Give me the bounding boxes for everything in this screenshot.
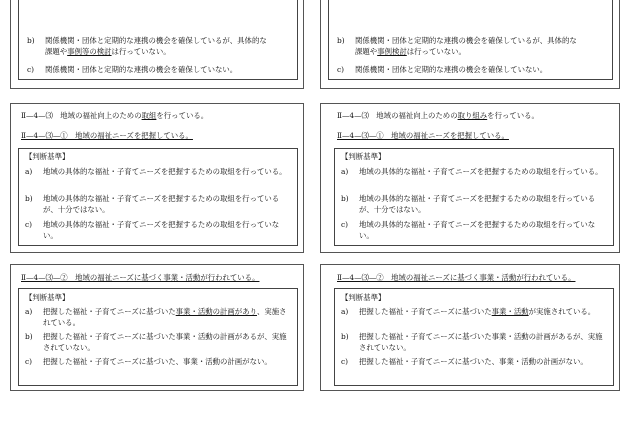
- item-text-line1: 関係機関・団体と定期的な連携の機会を確保しているが、具体的な: [45, 36, 267, 45]
- right-top-item-c: [337, 65, 607, 76]
- criteria-item-a: [25, 307, 293, 329]
- right-top-section: [320, 0, 620, 89]
- criteria-item-c: [25, 220, 293, 242]
- item-text: 地域の具体的な福祉・子育てニーズを把握するための取組を行っていない。: [359, 220, 596, 240]
- item-mark: b): [27, 36, 35, 45]
- left-mid-section: [10, 103, 304, 253]
- item-text-pre: 課題や: [355, 46, 378, 56]
- item-text-post: は行っていない。: [406, 46, 466, 56]
- item-text: 把握した福祉・子育てニーズに基づいた、事業・活動の計画がない。: [359, 357, 588, 366]
- item-mark: b): [337, 36, 345, 45]
- criteria-title: 【判断基準】: [341, 293, 386, 302]
- item-text-underlined: 事業・活動: [491, 307, 529, 316]
- criteria-box: [334, 288, 614, 386]
- section-heading: Ⅱ—4—⑶ 地域の福祉向上のための取組を行っている。: [21, 111, 209, 120]
- item-text-post: が実施されている。: [528, 307, 596, 316]
- item-text: 関係機関・団体と定期的な連携の機会を確保していない。: [45, 65, 238, 74]
- sub-heading: Ⅱ—4—⑶—① 地域の福祉ニーズを把握している。: [21, 131, 193, 140]
- item-text: 関係機関・団体と定期的な連携の機会を確保していない。: [355, 65, 548, 74]
- criteria-item-a: [341, 307, 609, 329]
- right-top-item-b: [337, 36, 607, 58]
- item-text: 地域の具体的な福祉・子育てニーズを把握するための取組を行っている。: [43, 167, 287, 176]
- right-bot-section: [320, 264, 620, 391]
- item-text: 把握した福祉・子育てニーズに基づいた事業・活動の計画があるが、実施されていない。: [43, 332, 287, 352]
- criteria-title: 【判断基準】: [25, 293, 70, 302]
- section-heading: Ⅱ—4—⑶—② 地域の福祉ニーズに基づく事業・活動が行われている。: [337, 273, 576, 282]
- item-mark: c): [25, 357, 33, 366]
- criteria-item-b: [25, 194, 293, 216]
- item-text: 把握した福祉・子育てニーズに基づいた、事業・活動の計画がない。: [43, 357, 272, 366]
- item-mark: c): [341, 220, 349, 229]
- item-mark: a): [341, 307, 349, 316]
- criteria-item-c: [25, 357, 293, 379]
- item-mark: b): [341, 332, 349, 341]
- item-text-post: 、実施されている。: [43, 307, 287, 327]
- criteria-item-a: [341, 167, 609, 189]
- left-bot-section: [10, 264, 304, 391]
- item-text: 地域の具体的な福祉・子育てニーズを把握するための取組を行っている。: [359, 167, 603, 176]
- item-mark: c): [25, 220, 33, 229]
- section-heading: Ⅱ—4—⑶ 地域の福祉向上のための取り組みを行っている。: [337, 111, 539, 120]
- item-mark: a): [341, 167, 349, 176]
- item-mark: a): [25, 307, 33, 316]
- criteria-item-b: [341, 194, 609, 216]
- item-mark: b): [25, 194, 33, 203]
- item-text: 地域の具体的な福祉・子育てニーズを把握するための取組を行っているが、十分ではない。: [359, 194, 596, 214]
- left-top-item-b: [27, 36, 289, 58]
- right-mid-section: [320, 103, 620, 253]
- item-text-pre: 把握した福祉・子育てニーズに基づいた: [43, 307, 176, 316]
- item-text: 地域の具体的な福祉・子育てニーズを把握するための取組を行っているが、十分ではない。: [43, 194, 280, 214]
- right-column: [315, 0, 630, 441]
- item-mark: c): [27, 65, 35, 74]
- item-text: 把握した福祉・子育てニーズに基づいた事業・活動の計画があるが、実施されていない。: [359, 332, 603, 352]
- item-text-underlined: 事業・活動の計画があり: [175, 307, 257, 316]
- item-text-underlined: 事例検討: [377, 46, 407, 56]
- item-text-underlined: 事例等の検討: [67, 46, 112, 56]
- criteria-box: [18, 288, 298, 386]
- item-text-line1: 関係機関・団体と定期的な連携の機会を確保しているが、具体的な: [355, 36, 577, 45]
- criteria-title: 【判断基準】: [25, 152, 70, 161]
- item-mark: b): [25, 332, 33, 341]
- item-text-post: は行っていない。: [111, 46, 171, 56]
- item-mark: a): [25, 167, 33, 176]
- criteria-item-c: [341, 220, 609, 242]
- section-heading: Ⅱ—4—⑶—② 地域の福祉ニーズに基づく事業・活動が行われている。: [21, 273, 260, 282]
- criteria-item-b: [25, 332, 293, 354]
- criteria-item-c: [341, 357, 609, 379]
- criteria-box: [334, 148, 614, 246]
- item-mark: b): [341, 194, 349, 203]
- sub-heading: Ⅱ—4—⑶—① 地域の福祉ニーズを把握している。: [337, 131, 509, 140]
- item-mark: c): [337, 65, 345, 74]
- criteria-box: [18, 148, 298, 246]
- left-top-section: [10, 0, 304, 89]
- right-top-criteria-box: [328, 0, 613, 80]
- item-mark: c): [341, 357, 349, 366]
- criteria-title: 【判断基準】: [341, 152, 386, 161]
- item-text-pre: 課題や: [45, 46, 68, 56]
- left-top-item-c: [27, 65, 289, 76]
- left-top-criteria-box: [18, 0, 298, 80]
- item-text-pre: 把握した福祉・子育てニーズに基づいた: [359, 307, 492, 316]
- criteria-item-a: [25, 167, 293, 189]
- criteria-item-b: [341, 332, 609, 354]
- item-text: 地域の具体的な福祉・子育てニーズを把握するための取組を行っていない。: [43, 220, 280, 240]
